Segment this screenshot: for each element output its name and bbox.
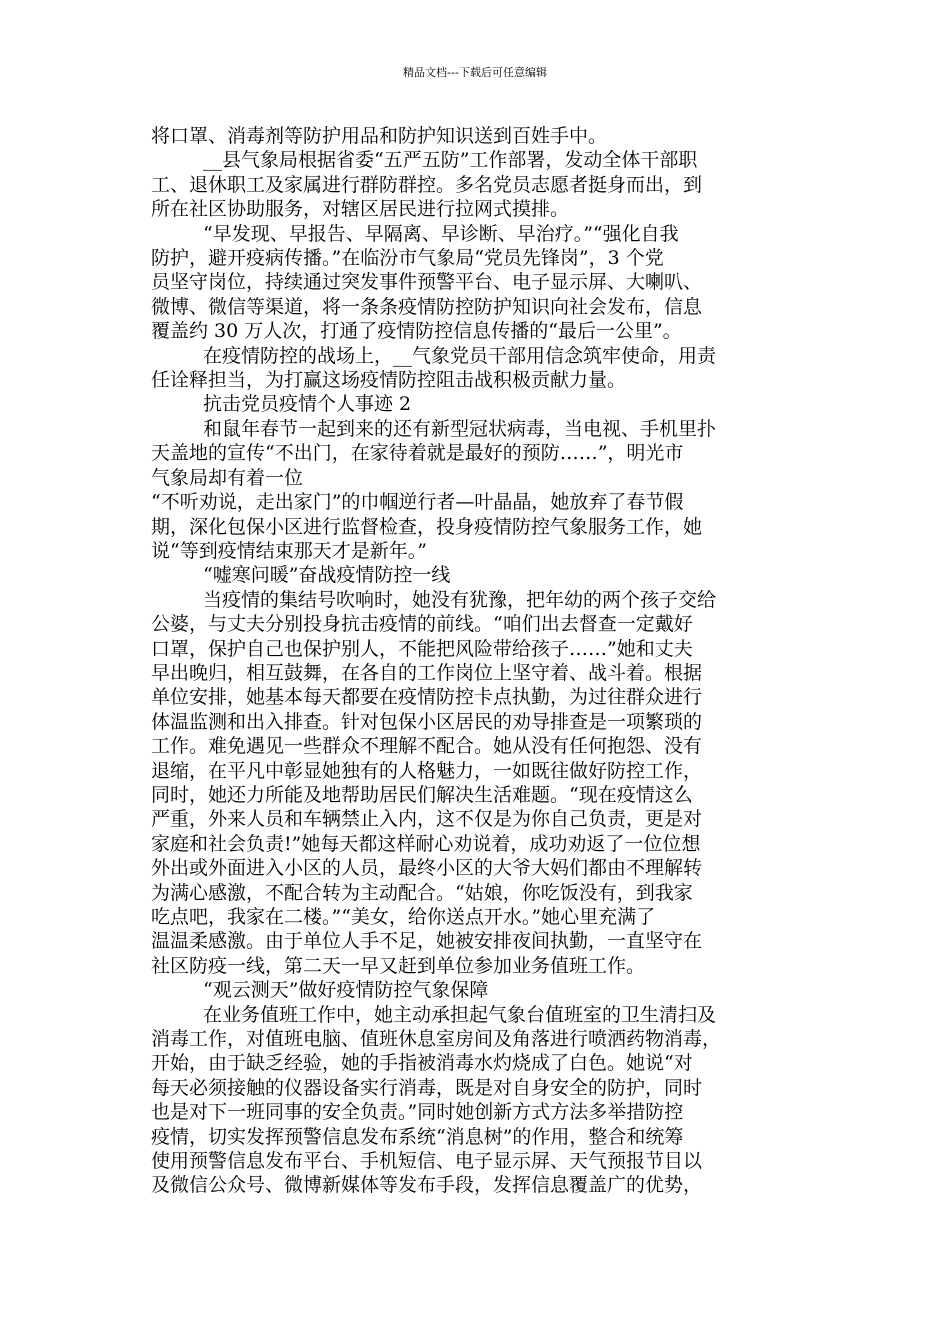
- paragraph-line: 公婆，与丈夫分别投身抗击疫情的前线。“咱们出去督查一定戴好: [151, 613, 693, 636]
- paragraph-line: 在疫情防控的战场上，__气象党员干部用信念筑牢使命，用责: [203, 344, 717, 367]
- paragraph-line: 严重，外来人员和车辆禁止入内，这不仅是为你自己负责，更是对: [151, 808, 703, 831]
- paragraph-line: 员坚守岗位，持续通过突发事件预警平台、电子显示屏、大喇叭、: [151, 271, 703, 294]
- paragraph: [151, 344, 811, 393]
- paragraph-line: 为满心感激，不配合转为主动配合。“姑娘，你吃饭没有，到我家: [151, 881, 693, 904]
- paragraph-line: 社区防疫一线，第二天一早又赶到单位参加业务值班工作。: [151, 954, 646, 977]
- paragraph-line: “早发现、早报告、早隔离、早诊断、早治疗。”“强化自我: [203, 222, 679, 245]
- paragraph-line: __县气象局根据省委“五严五防”工作部署，发动全体干部职: [203, 149, 698, 172]
- paragraph-line: 工作。难免遇见一些群众不理解不配合。她从没有任何抱怨、没有: [151, 735, 703, 758]
- paragraph: [151, 588, 811, 979]
- paragraph-line: 覆盖约 30 万人次，打通了疫情防控信息传播的“最后一公里”。: [151, 320, 682, 343]
- paragraph-line: “观云测天”做好疫情防控气象保障: [203, 979, 489, 1002]
- paragraph-line: 单位安排，她基本每天都要在疫情防控卡点执勤，为过往群众进行: [151, 686, 703, 709]
- paragraph: [151, 222, 811, 344]
- paragraph-line: 吃点吧，我家在二楼。”“美女，给你送点开水。”她心里充满了: [151, 906, 656, 928]
- paragraph-line: 和鼠年春节一起到来的还有新型冠状病毒，当电视、手机里扑: [203, 417, 717, 440]
- paragraph-line: 温温柔感激。由于单位人手不足，她被安排夜间执勤，一直坚守在: [151, 930, 703, 953]
- paragraph: [151, 563, 811, 587]
- paragraph-line: 使用预警信息发布平台、手机短信、电子显示屏、天气预报节目以: [151, 1150, 703, 1173]
- paragraph: [151, 978, 811, 1002]
- paragraph-line: 所在社区协助服务，对辖区居民进行拉网式摸排。: [151, 198, 570, 221]
- paragraph-line: 工、退休职工及家属进行群防群控。多名党员志愿者挺身而出，到: [151, 173, 703, 196]
- paragraph-line: 早出晚归，相互鼓舞，在各自的工作岗位上坚守着、战斗着。根据: [151, 661, 703, 684]
- paragraph: [151, 417, 811, 490]
- paragraph-line: “不听劝说，走出家门”的巾帼逆行者—叶晶晶，她放弃了春节假: [151, 491, 684, 514]
- paragraph-line: 每天必须接触的仪器设备实行消毒，既是对自身安全的防护，同时: [151, 1076, 703, 1099]
- paragraph: [151, 124, 811, 148]
- paragraph: [151, 1003, 811, 1198]
- paragraph: [151, 392, 811, 416]
- paragraph-line: 退缩，在平凡中彰显她独有的人格魅力，一如既往做好防控工作，: [151, 759, 703, 782]
- paragraph-line: 消毒工作，对值班电脑、值班休息室房间及角落进行喷洒药物消毒，: [151, 1028, 722, 1051]
- paragraph-line: 同时，她还力所能及地帮助居民们解决生活难题。“现在疫情这么: [151, 783, 693, 806]
- paragraph-line: 口罩，保护自己也保护别人，不能把风险带给孩子……”她和丈夫: [151, 637, 693, 660]
- paragraph-line: 及微信公众号、微博新媒体等发布手段，发挥信息覆盖广的优势，: [151, 1174, 703, 1197]
- paragraph-line: 抗击党员疫情个人事迹 2: [203, 393, 412, 416]
- paragraph-line: “嘘寒问暖”奋战疫情防控一线: [203, 564, 451, 587]
- paragraph-line: 也是对下一班同事的安全负责。”同时她创新方式方法多举措防控: [151, 1101, 684, 1124]
- paragraph-line: 在业务值班工作中，她主动承担起气象台值班室的卫生清扫及: [203, 1003, 717, 1026]
- document-body: [151, 124, 811, 1198]
- paragraph-line: 开始，由于缺乏经验，她的手指被消毒水灼烧成了白色。她说“对: [151, 1052, 693, 1075]
- paragraph-line: 任诠释担当，为打赢这场疫情防控阻击战积极贡献力量。: [151, 369, 627, 392]
- page-header: 精品文档---下载后可任意编辑: [403, 66, 547, 79]
- paragraph-line: 家庭和社会负责!”她每天都这样耐心劝说着，成功劝返了一位位想: [151, 832, 701, 855]
- paragraph-line: 微博、微信等渠道，将一条条疫情防控防护知识向社会发布，信息: [151, 295, 703, 318]
- paragraph: [151, 148, 811, 221]
- paragraph-line: 疫情，切实发挥预警信息发布系统“消息树”的作用，整合和统筹: [151, 1125, 684, 1148]
- paragraph-line: 外出或外面进入小区的人员，最终小区的大爷大妈们都由不理解转: [151, 857, 703, 880]
- paragraph-line: 体温监测和出入排查。针对包保小区居民的劝导排查是一项繁琐的: [151, 710, 703, 733]
- paragraph-line: 天盖地的宣传“不出门，在家待着就是最好的预防……”，明光市: [151, 442, 684, 465]
- paragraph-line: 当疫情的集结号吹响时，她没有犹豫，把年幼的两个孩子交给: [203, 588, 717, 611]
- paragraph-line: 说“等到疫情结束那天才是新年。”: [151, 539, 427, 562]
- paragraph: [151, 490, 811, 563]
- paragraph-line: 期，深化包保小区进行监督检查，投身疫情防控气象服务工作，她: [151, 515, 703, 538]
- paragraph-line: 将口罩、消毒剂等防护用品和防护知识送到百姓手中。: [151, 125, 608, 147]
- paragraph-line: 防护，避开疫病传播。”在临汾市气象局“党员先锋岗”，3 个党: [151, 247, 664, 270]
- paragraph-line: 气象局却有着一位: [151, 466, 304, 489]
